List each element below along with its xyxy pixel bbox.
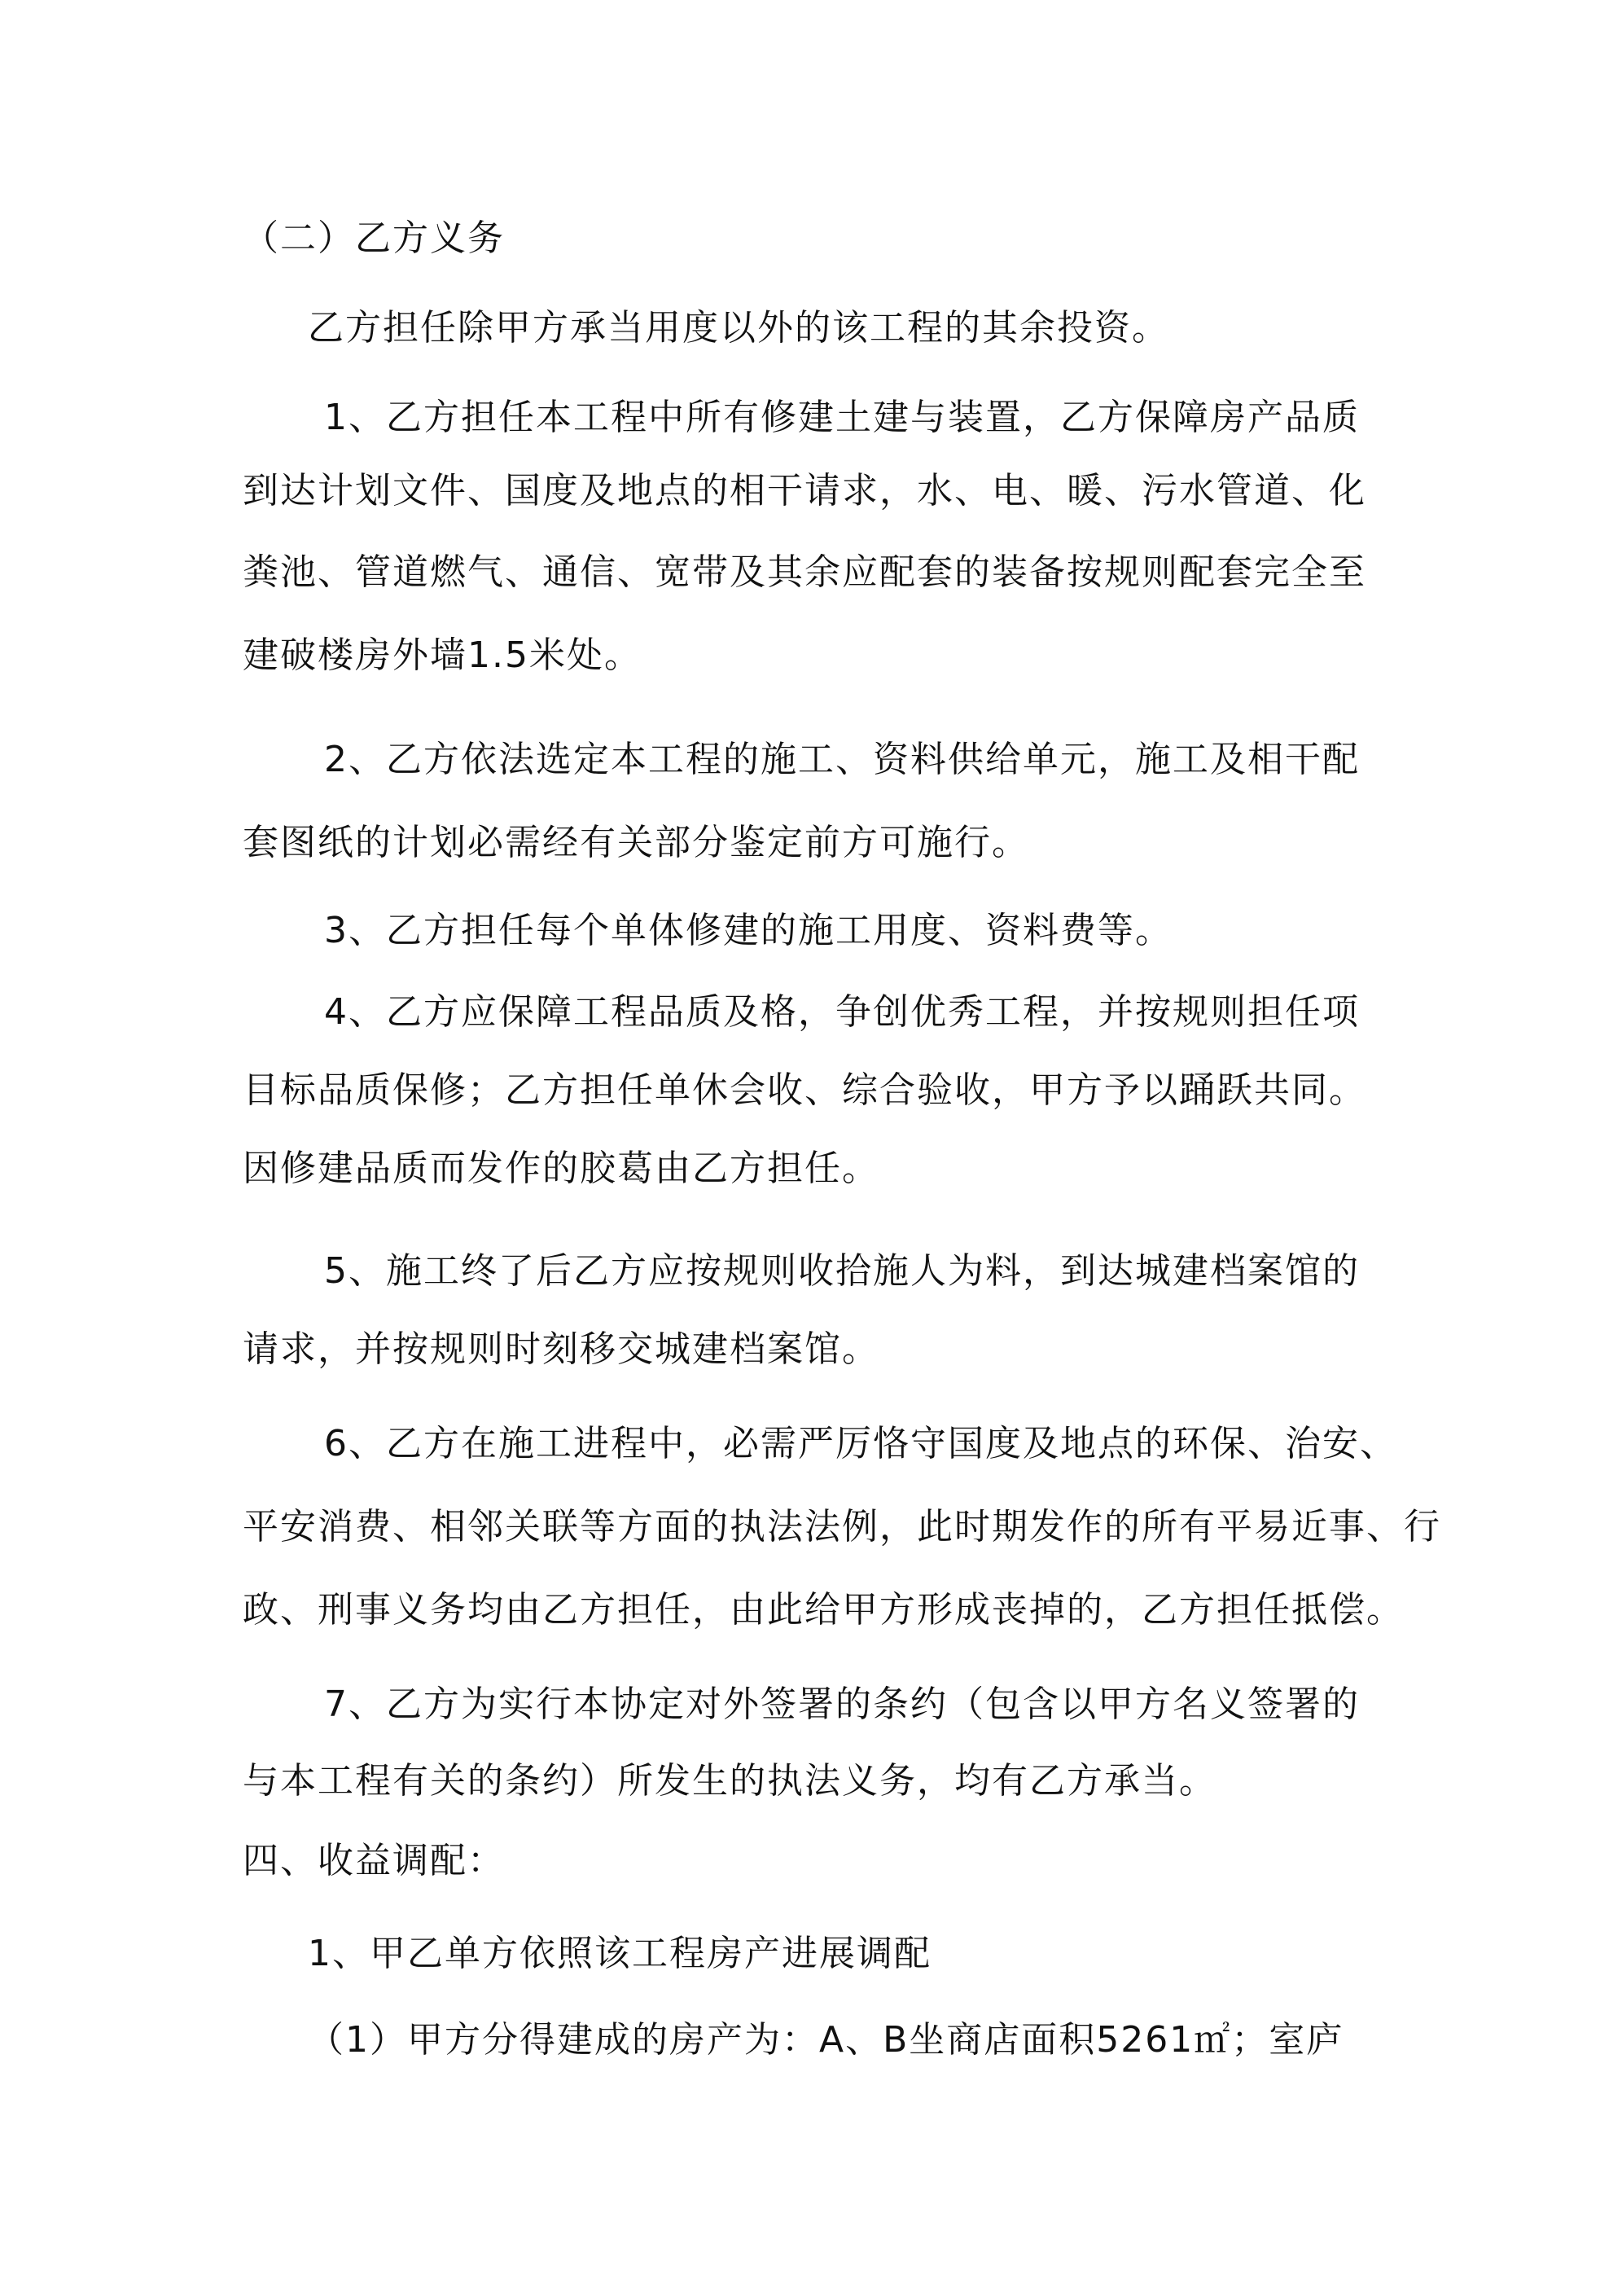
paragraph-line: 与本工程有关的条约）所发生的执法义务，均有乙方承当。	[243, 1760, 1216, 1802]
paragraph-line: 1、乙方担任本工程中所有修建土建与装置，乙方保障房产品质	[324, 397, 1360, 438]
paragraph-line: 粪池、管道燃气、通信、宽带及其余应配套的装备按规则配套完全至	[243, 551, 1366, 593]
paragraph-line: 2、乙方依法选定本工程的施工、资料供给单元，施工及相干配	[324, 739, 1360, 780]
paragraph-line: 建破楼房外墙1.5米处。	[243, 634, 642, 676]
paragraph-line: （1）甲方分得建成的房产为：A、B坐商店面积5261㎡；室庐	[308, 2019, 1344, 2061]
paragraph-line: 平安消费、相邻关联等方面的执法法例，此时期发作的所有平易近事、行	[243, 1506, 1441, 1547]
paragraph-line: 6、乙方在施工进程中，必需严厉恪守国度及地点的环保、治安、	[324, 1423, 1397, 1464]
section-heading-party-b-duties: （二）乙方义务	[243, 217, 505, 259]
section-heading-revenue-allocation: 四、收益调配：	[243, 1840, 505, 1881]
paragraph-line: 乙方担任除甲方承当用度以外的该工程的其余投资。	[308, 307, 1169, 349]
paragraph-line: 套图纸的计划必需经有关部分鉴定前方可施行。	[243, 822, 1029, 863]
paragraph-line: 请求，并按规则时刻移交城建档案馆。	[243, 1328, 879, 1370]
paragraph-line: 4、乙方应保障工程品质及格，争创优秀工程，并按规则担任项	[324, 991, 1360, 1033]
paragraph-line: 1、甲乙单方依照该工程房产进展调配	[308, 1933, 932, 1974]
paragraph-line: 3、乙方担任每个单体修建的施工用度、资料费等。	[324, 910, 1173, 951]
paragraph-line: 7、乙方为实行本协定对外签署的条约（包含以甲方名义签署的	[324, 1684, 1360, 1725]
paragraph-line: 目标品质保修；乙方担任单休会收、综合验收，甲方予以踊跃共同。	[243, 1069, 1366, 1111]
paragraph-line: 5、施工终了后乙方应按规则收拾施人为料，到达城建档案馆的	[324, 1250, 1360, 1292]
paragraph-line: 因修建品质而发作的胶葛由乙方担任。	[243, 1148, 879, 1189]
paragraph-line: 政、刑事义务均由乙方担任，由此给甲方形成丧掉的，乙方担任抵偿。	[243, 1589, 1404, 1631]
paragraph-line: 到达计划文件、国度及地点的相干请求，水、电、暖、污水管道、化	[243, 470, 1366, 511]
